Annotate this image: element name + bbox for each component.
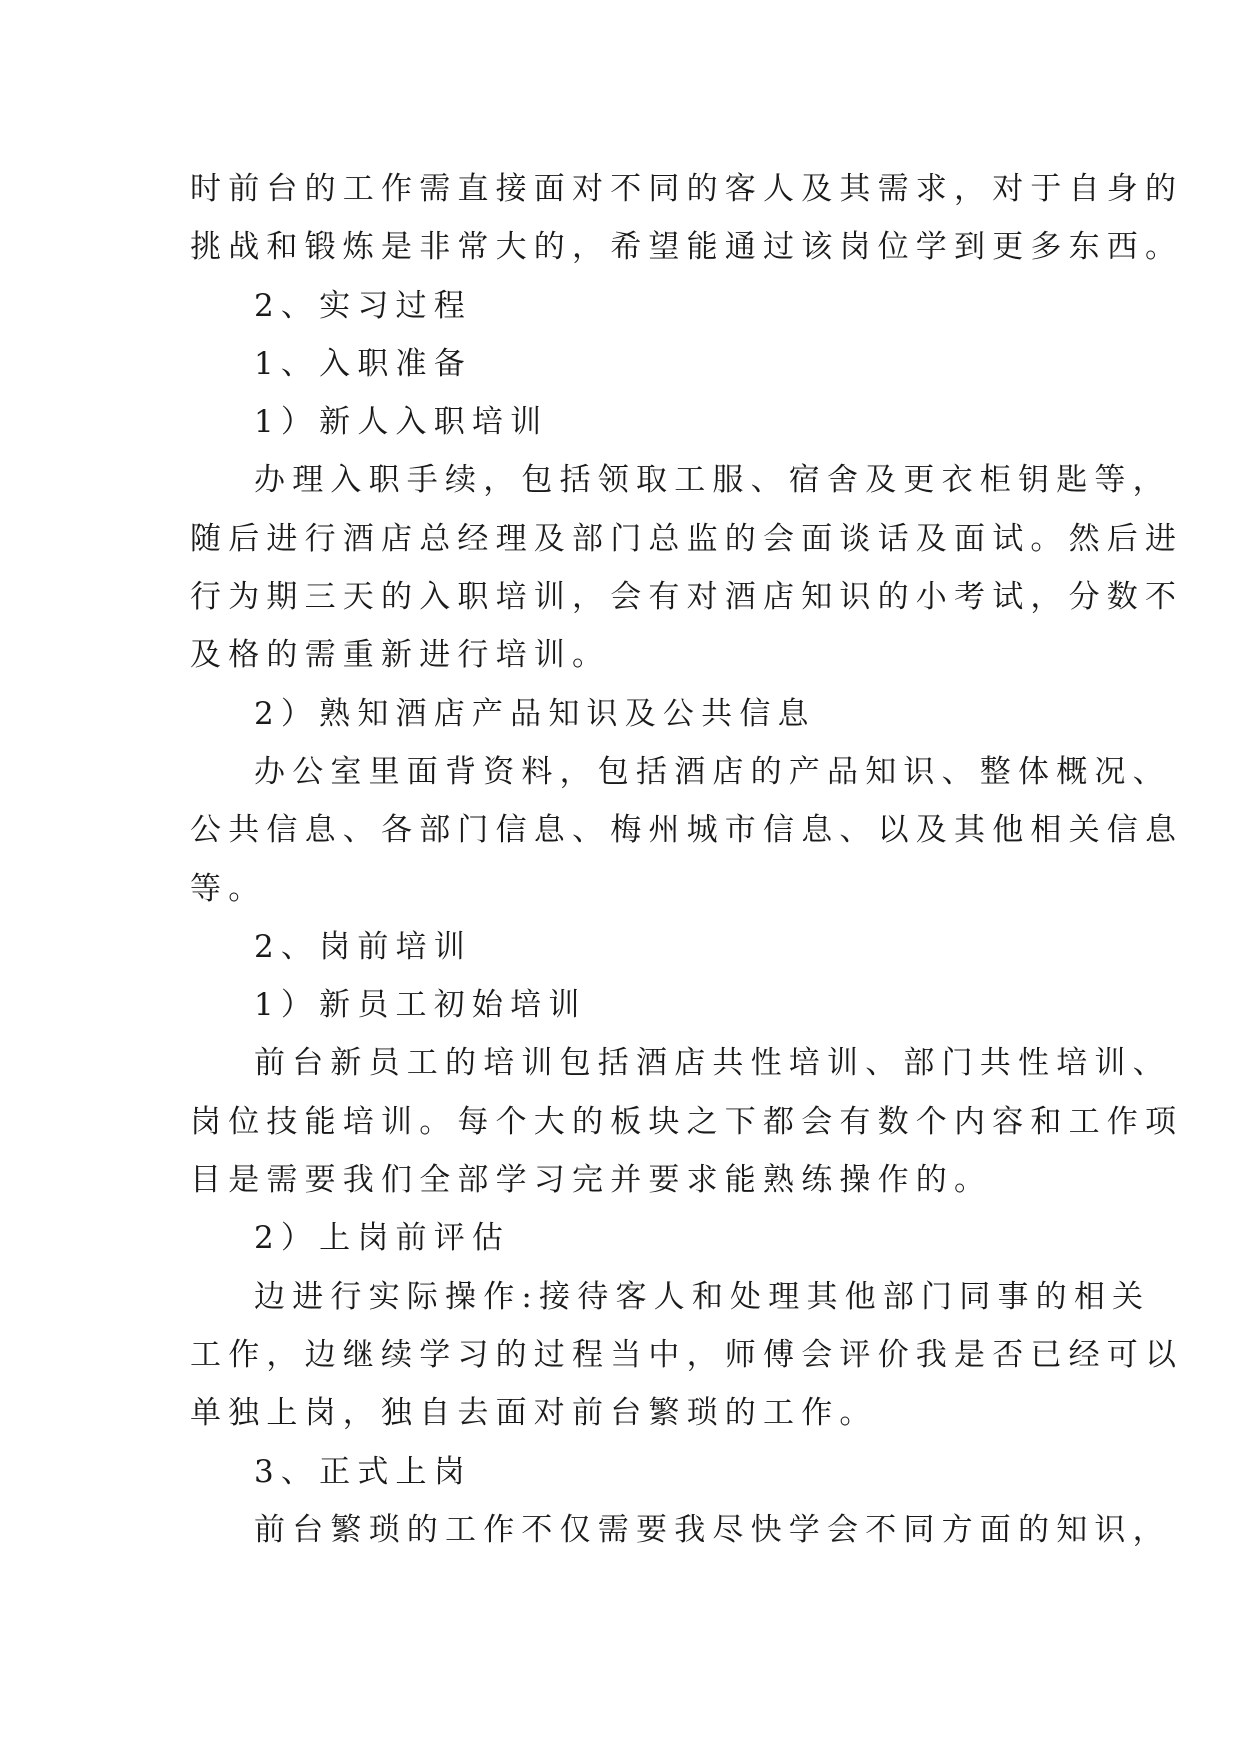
text-line: 等。: [190, 870, 267, 907]
text-line: 办公室里面背资料，包括酒店的产品知识、整体概况、: [254, 753, 1171, 790]
text-line: 2、实习过程: [254, 287, 472, 324]
text-line: 1）新人入职培训: [254, 404, 549, 441]
text-line: 单独上岗，独自去面对前台繁琐的工作。: [190, 1395, 878, 1432]
text-line: 时前台的工作需直接面对不同的客人及其需求，对于自身的: [190, 171, 1184, 207]
text-line: 行为期三天的入职培训，会有对酒店知识的小考试，分数不: [190, 579, 1184, 616]
document-body: [190, 160, 1184, 1559]
text-line: 1）新员工初始培训: [254, 987, 587, 1024]
text-line: 办理入职手续，包括领取工服、宿舍及更衣柜钥匙等，: [254, 462, 1171, 499]
text-line: 边进行实际操作:接待客人和处理其他部门同事的相关: [254, 1278, 1151, 1315]
text-line: 岗位技能培训。每个大的板块之下都会有数个内容和工作项: [190, 1103, 1184, 1140]
text-line: 工作，边继续学习的过程当中，师傅会评价我是否已经可以: [190, 1336, 1184, 1373]
text-line: 2、岗前培训: [254, 928, 472, 965]
text-line: 前台繁琐的工作不仅需要我尽快学会不同方面的知识，: [254, 1511, 1171, 1548]
text-line: 挑战和锻炼是非常大的，希望能通过该岗位学到更多东西。: [190, 229, 1184, 266]
text-line: 1、入职准备: [254, 345, 472, 382]
text-line: 目是需要我们全部学习完并要求能熟练操作的。: [190, 1162, 993, 1199]
text-line: 前台新员工的培训包括酒店共性培训、部门共性培训、: [254, 1045, 1171, 1082]
text-line: 2）熟知酒店产品知识及公共信息: [254, 695, 816, 732]
text-line: 3、正式上岗: [254, 1453, 472, 1490]
text-line: 及格的需重新进行培训。: [190, 637, 611, 674]
text-line: 2）上岗前评估: [254, 1220, 511, 1257]
text-line: 随后进行酒店总经理及部门总监的会面谈话及面试。然后进: [190, 520, 1184, 557]
text-line: 公共信息、各部门信息、梅州城市信息、以及其他相关信息: [190, 812, 1184, 849]
